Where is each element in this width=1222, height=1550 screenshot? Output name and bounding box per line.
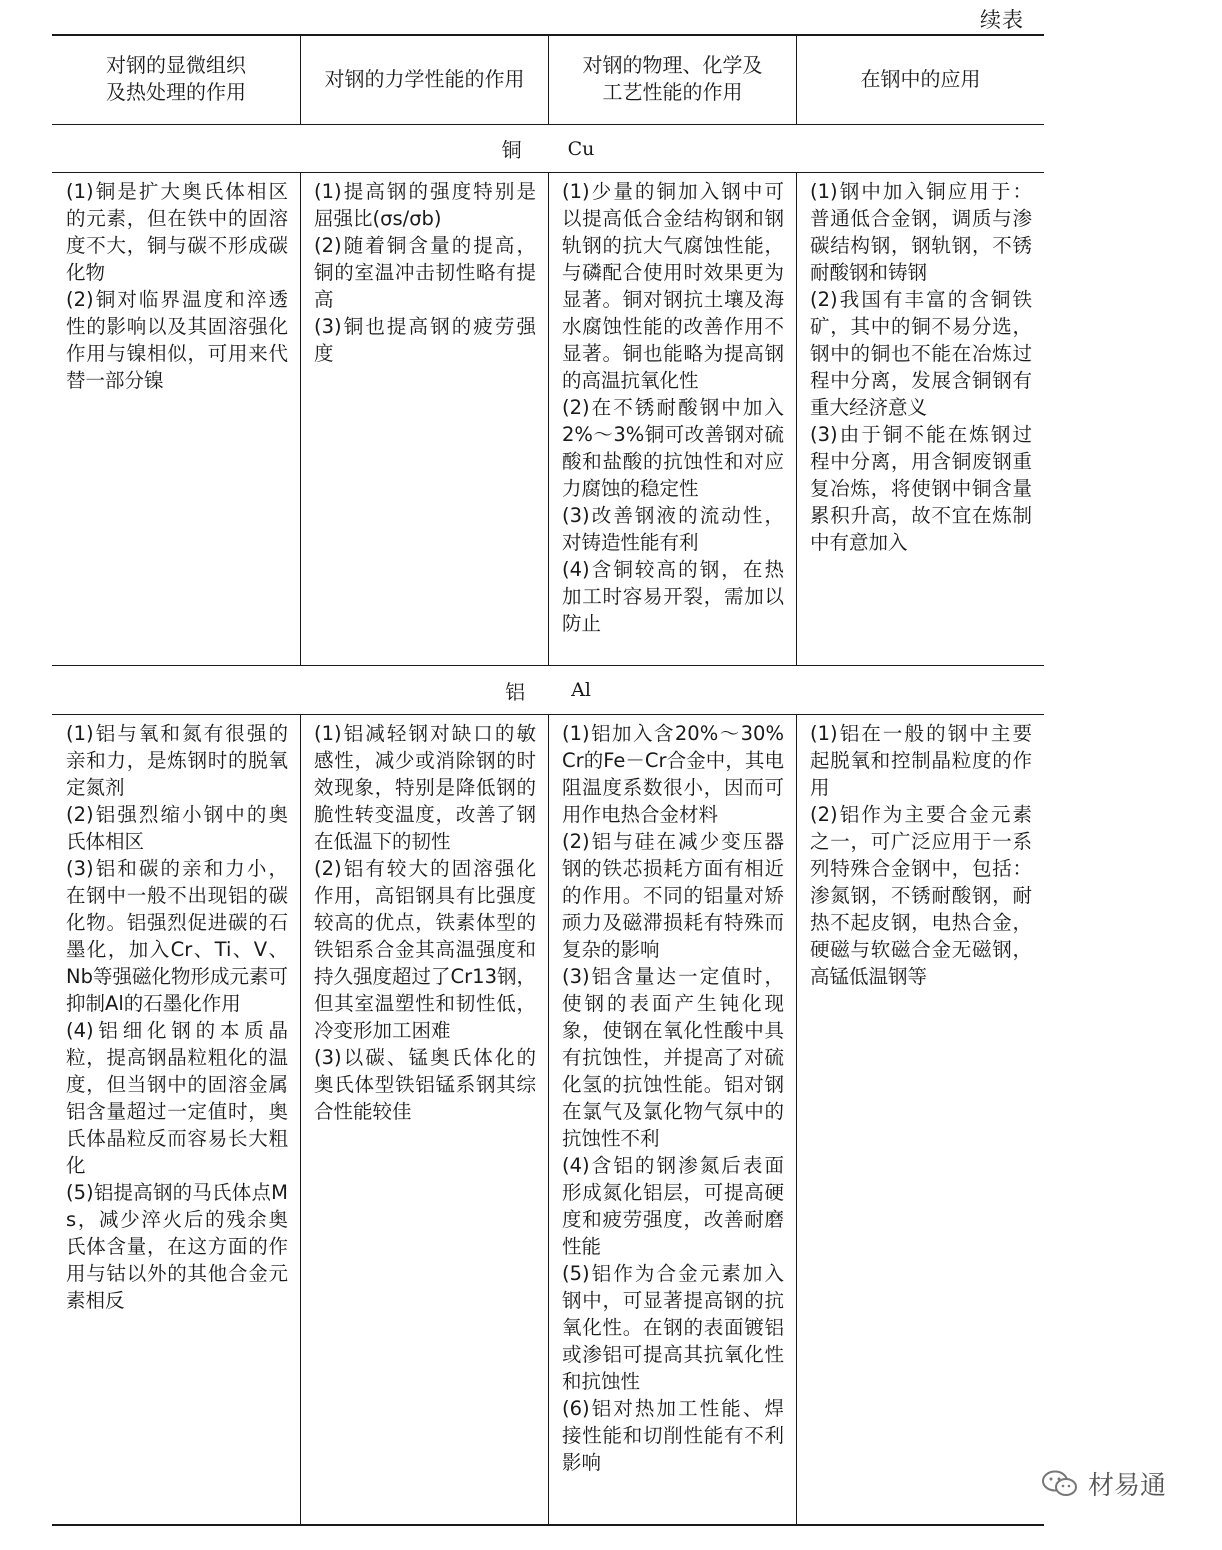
header-physical-chemical <box>549 36 796 122</box>
cu-mechanical-cell <box>314 178 536 367</box>
cu-physical-cell <box>562 178 784 637</box>
list-item: (4)铝细化钢的本质晶粒，提高钢晶粒粗化的温度，但当钢中的固溶金属铝含量超过一定值时，奥氏体晶粒反而容易长大粗化 <box>66 1019 288 1177</box>
col-divider-2-cu <box>548 173 549 665</box>
list-item: (2)我国有丰富的含铜铁矿，其中的铜不易分选，钢中的铜也不能在冶炼过程中分离，发展含铜钢有重大经济意义 <box>810 288 1032 419</box>
list-item: (3)铝和碳的亲和力小，在钢中一般不出现铝的碳化物。铝强烈促进碳的石墨化，加入Cr、Ti、V、Nb等强磁化物形成元素可抑制Al的石墨化作用 <box>66 857 288 1015</box>
col-divider-1-al <box>300 715 301 1524</box>
list-item: (3)改善钢液的流动性，对铸造性能有利 <box>562 504 784 554</box>
list-item: (2)随着铜含量的提高，铜的室温冲击韧性略有提高 <box>314 234 536 311</box>
col-divider-1-cu <box>300 173 301 665</box>
list-item: (1)铜是扩大奥氏体相区的元素，但在铁中的固溶度不大，铜与碳不形成碳化物 <box>66 180 288 284</box>
continued-label: 续表 <box>980 8 1024 32</box>
col-divider-3-cu <box>796 173 797 665</box>
list-item: (2)铜对临界温度和淬透性的影响以及其固溶强化作用与镍相似，可用来代替一部分镍 <box>66 288 288 392</box>
element-name: 铜 <box>501 138 522 162</box>
al-physical-cell <box>562 720 784 1476</box>
table-bottom-rule <box>52 1524 1044 1526</box>
watermark <box>1040 1465 1166 1502</box>
element-symbol: Al <box>571 679 591 701</box>
list-item: (3)由于铜不能在炼钢过程中分离，用含铜废钢重复冶炼，将使钢中铜含量累积升高，故不宜在炼制中有意加入 <box>810 423 1032 554</box>
header-label: 在钢中的应用 <box>860 66 981 91</box>
cu-application-cell <box>810 178 1032 556</box>
element-symbol: Cu <box>567 137 595 160</box>
al-mechanical-cell <box>314 720 536 1125</box>
list-item: (2)在不锈耐酸钢中加入2%～3%铜可改善钢对硫酸和盐酸的抗蚀性和对应力腐蚀的稳定性 <box>562 396 784 500</box>
list-item: (1)铝在一般的钢中主要起脱氧和控制晶粒度的作用 <box>810 722 1032 799</box>
list-item: (2)铝有较大的固溶强化作用，高铝钢具有比强度较高的优点，铁素体型的铁铝系合金其高温强度和持久强度超过了Cr13钢，但其室温塑性和韧性低，冷变形加工困难 <box>314 857 536 1042</box>
cu-microstructure-cell <box>66 178 288 394</box>
section-title-aluminium <box>52 666 1044 714</box>
header-label: 对钢的力学性能的作用 <box>324 66 525 91</box>
list-item: (1)铝与氧和氮有很强的亲和力，是炼钢时的脱氧定氮剂 <box>66 722 288 799</box>
list-item: (1)铝减轻钢对缺口的敏感性，减少或消除钢的时效现象，特别是降低钢的脆性转变温度，改善了钢在低温下的韧性 <box>314 722 536 853</box>
header-label: 对钢的物理、化学及 工艺性能的作用 <box>582 53 763 104</box>
al-microstructure-cell <box>66 720 288 1314</box>
list-item: (6)铝对热加工性能、焊接性能和切削性能有不利影响 <box>562 1397 784 1474</box>
list-item: (2)铝强烈缩小钢中的奥氏体相区 <box>66 803 288 853</box>
list-item: (1)铝加入含20%～30%Cr的Fe－Cr合金中，其电阻温度系数很小，因而可用作电热合金材料 <box>562 722 784 826</box>
section-title-copper <box>52 125 1044 172</box>
list-item: (1)少量的铜加入钢中可以提高低合金结构钢和钢轨钢的抗大气腐蚀性能，与磷配合使用时效果更为显著。铜对钢抗土壤及海水腐蚀性能的改善作用不显著。铜也能略为提高钢的高温抗氧化性 <box>562 180 784 392</box>
header-microstructure <box>52 36 300 122</box>
list-item: (5)铝作为合金元素加入钢中，可显著提高钢的抗氧化性。在钢的表面镀铝或渗铝可提高其抗氧化性和抗蚀性 <box>562 1262 784 1393</box>
wechat-icon <box>1040 1469 1080 1499</box>
col-divider-3-al <box>796 715 797 1524</box>
header-label: 对钢的显微组织 及热处理的作用 <box>106 53 246 104</box>
list-item: (2)铝作为主要合金元素之一，可广泛应用于一系列特殊合金钢中，包括：渗氮钢，不锈耐酸钢，耐热不起皮钢，电热合金，硬磁与软磁合金无磁钢，高锰低温钢等 <box>810 803 1032 988</box>
list-item: (1)提高钢的强度特别是屈强比(σs/σb) <box>314 180 536 230</box>
watermark-text: 材易通 <box>1088 1471 1167 1501</box>
list-item: (1)钢中加入铜应用于：普通低合金钢，调质与渗碳结构钢，钢轨钢，不锈耐酸钢和铸钢 <box>810 180 1032 284</box>
element-name: 铝 <box>505 679 526 704</box>
al-application-cell <box>810 720 1032 990</box>
list-item: (3)以碳、锰奥氏体化的奥氏体型铁铝锰系钢其综合性能较佳 <box>314 1046 536 1123</box>
list-item: (4)含铝的钢渗氮后表面形成氮化铝层，可提高硬度和疲劳强度，改善耐磨性能 <box>562 1154 784 1258</box>
list-item: (3)铝含量达一定值时，使钢的表面产生钝化现象，使钢在氧化性酸中具有抗蚀性，并提高了对硫化氢的抗蚀性能。铝对钢在氯气及氯化物气氛中的抗蚀性不利 <box>562 965 784 1150</box>
list-item: (5)铝提高钢的马氏体点Ms，减少淬火后的残余奥氏体含量，在这方面的作用与钴以外的其他合金元素相反 <box>66 1181 288 1312</box>
header-application <box>797 36 1044 122</box>
list-item: (4)含铜较高的钢，在热加工时容易开裂，需加以防止 <box>562 558 784 635</box>
list-item: (3)铜也提高钢的疲劳强度 <box>314 315 536 365</box>
col-divider-2-al <box>548 715 549 1524</box>
header-mechanical <box>301 36 548 122</box>
list-item: (2)铝与硅在减少变压器钢的铁芯损耗方面有相近的作用。不同的铝量对矫顽力及磁滞损耗有特殊而复杂的影响 <box>562 830 784 961</box>
